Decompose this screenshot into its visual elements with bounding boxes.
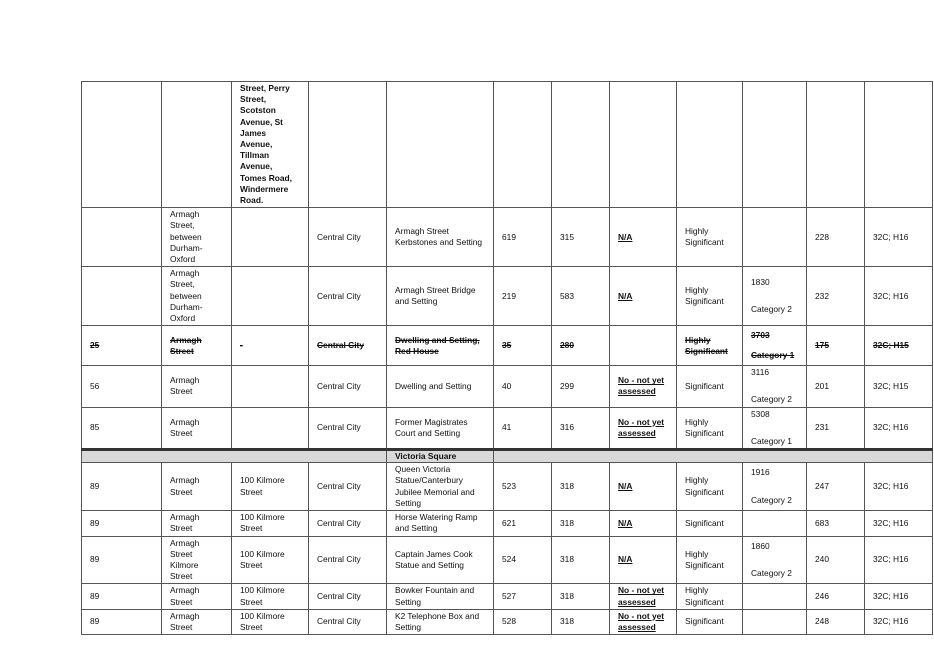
reference-cell: 316 [552,407,610,449]
site-id-cell: 56 [82,366,162,407]
map-number-cell: 175 [807,326,865,366]
area-cell: Central City [309,267,387,326]
street-cell: Armagh Street [162,366,232,407]
registration-category: Category 2 [751,567,792,578]
site-id-cell: 89 [82,511,162,536]
registration-cell [743,536,807,584]
registration-cell [743,366,807,407]
site-id-cell: 89 [82,584,162,609]
map-number-cell: 683 [807,511,865,536]
registration-number: 5308 [751,408,770,419]
assessment-status-text: No - not yet assessed [618,610,665,632]
significance-cell: Highly Significant [677,326,743,366]
site-id-cell: 25 [82,326,162,366]
address-cell: 100 Kilmore Street [232,536,309,584]
planning-map-cell: 32C; H16 [865,463,933,511]
significance-cell: Significant [677,366,743,407]
street-cell: Armagh Street [162,407,232,449]
table-row [82,366,933,407]
section-heading-fill [494,450,933,463]
address-cell: 100 Kilmore Street [232,609,309,634]
site-id-cell [82,267,162,326]
table-row [82,407,933,449]
registration-category: Category 2 [751,394,792,405]
planning-map-cell: 32C; H16 [865,609,933,634]
planning-map-cell: 32C; H15 [865,366,933,407]
item-number-cell [494,82,552,208]
registration-cell [743,208,807,267]
heritage-item-name-cell: Bowker Fountain and Setting [387,584,494,609]
heritage-item-name-cell: Horse Watering Ramp and Setting [387,511,494,536]
item-number-cell: 40 [494,366,552,407]
address-cell [232,366,309,407]
area-cell: Central City [309,511,387,536]
planning-map-cell: 32C; H16 [865,267,933,326]
assessment-status-text: N/A [618,290,633,301]
item-number-cell: 35 [494,326,552,366]
registration-number: 1830 [751,277,770,288]
registration-number: 3116 [751,367,770,378]
site-id-cell: 89 [82,463,162,511]
heritage-item-name-cell: Queen Victoria Statue/Canterbury Jubilee Memorial and Setting [387,463,494,511]
planning-map-cell: 32C; H16 [865,407,933,449]
item-number-cell: 219 [494,267,552,326]
assessment-status-text: N/A [618,517,633,528]
status-cell [610,463,677,511]
section-heading-row [82,450,933,463]
street-cell: Armagh Street, between Durham-Oxford [162,267,232,326]
area-cell: Central City [309,208,387,267]
significance-cell: Highly Significant [677,463,743,511]
registration-cell [743,407,807,449]
address-cell: 100 Kilmore Street [232,584,309,609]
table-row [82,609,933,634]
heritage-item-name-cell: Armagh Street Kerbstones and Setting [387,208,494,267]
site-id-cell [82,208,162,267]
area-cell: Central City [309,609,387,634]
assessment-status-text: No - not yet assessed [618,585,665,607]
assessment-status-text: N/A [618,231,633,242]
area-cell: Central City [309,463,387,511]
address-cell: - [232,326,309,366]
heritage-item-name-cell: Captain James Cook Statue and Setting [387,536,494,584]
reference-cell: 318 [552,511,610,536]
reference-cell: 315 [552,208,610,267]
status-cell [610,267,677,326]
status-cell [610,511,677,536]
reference-cell: 280 [552,326,610,366]
status-cell [610,208,677,267]
section-heading-label: Victoria Square [387,450,494,463]
significance-cell [677,82,743,208]
map-number-cell: 247 [807,463,865,511]
site-id-cell: 89 [82,536,162,584]
table-row [82,208,933,267]
map-number-cell: 228 [807,208,865,267]
site-id-cell: 85 [82,407,162,449]
map-number-cell [807,82,865,208]
planning-map-cell: 32C; H15 [865,326,933,366]
significance-cell: Significant [677,609,743,634]
registration-cell [743,463,807,511]
map-number-cell: 231 [807,407,865,449]
section-heading-spacer [82,450,387,463]
reference-cell: 318 [552,609,610,634]
registration-number: 1916 [751,467,770,478]
street-cell: Armagh Street, between Durham-Oxford [162,208,232,267]
assessment-status-text: N/A [618,554,633,565]
significance-cell: Highly Significant [677,267,743,326]
registration-category: Category 1 [751,435,792,446]
status-cell [610,407,677,449]
heritage-item-name-cell: Dwelling and Setting, Red House [387,326,494,366]
area-cell [309,82,387,208]
address-cell [232,267,309,326]
site-id-cell: 89 [82,609,162,634]
address-cell [232,407,309,449]
area-cell: Central City [309,407,387,449]
registration-cell [743,326,807,366]
registration-cell [743,267,807,326]
status-cell [610,366,677,407]
heritage-schedule-table [81,81,933,635]
table-row [82,267,933,326]
registration-cell [743,609,807,634]
area-cell: Central City [309,584,387,609]
reference-cell: 318 [552,584,610,609]
item-number-cell: 619 [494,208,552,267]
table-row [82,584,933,609]
area-cell: Central City [309,326,387,366]
item-number-cell: 528 [494,609,552,634]
site-id-cell [82,82,162,208]
table-row [82,511,933,536]
registration-number: 3703 [751,330,770,341]
reference-cell: 583 [552,267,610,326]
item-number-cell: 524 [494,536,552,584]
reference-cell [552,82,610,208]
registration-cell [743,584,807,609]
street-cell: Armagh Street [162,511,232,536]
street-cell: Armagh Street [162,609,232,634]
table-row [82,463,933,511]
significance-cell: Highly Significant [677,407,743,449]
map-number-cell: 240 [807,536,865,584]
heritage-item-name-cell: Armagh Street Bridge and Setting [387,267,494,326]
planning-map-cell: 32C; H16 [865,584,933,609]
status-cell [610,326,677,366]
table-row [82,536,933,584]
registration-cell [743,82,807,208]
area-cell: Central City [309,536,387,584]
reference-cell: 299 [552,366,610,407]
item-number-cell: 527 [494,584,552,609]
table-row [82,82,933,208]
heritage-item-name-cell: Former Magistrates Court and Setting [387,407,494,449]
registration-category: Category 2 [751,304,792,315]
item-number-cell: 621 [494,511,552,536]
address-cell: 100 Kilmore Street [232,463,309,511]
reference-cell: 318 [552,463,610,511]
status-cell [610,536,677,584]
status-cell [610,609,677,634]
assessment-status-text: N/A [618,481,633,492]
street-cell: Armagh Street Kilmore Street [162,536,232,584]
item-number-cell: 523 [494,463,552,511]
street-cell [162,82,232,208]
table-row [82,326,933,366]
planning-map-cell: 32C; H16 [865,208,933,267]
status-cell [610,82,677,208]
registration-number: 1860 [751,540,770,551]
street-cell: Armagh Street [162,326,232,366]
planning-map-cell: 32C; H16 [865,511,933,536]
street-cell: Armagh Street [162,463,232,511]
area-cell: Central City [309,366,387,407]
planning-map-cell: 32C; H16 [865,536,933,584]
registration-category: Category 1 [751,350,795,361]
assessment-status-text: No - not yet assessed [618,375,665,397]
address-cell [232,208,309,267]
map-number-cell: 246 [807,584,865,609]
street-cell: Armagh Street [162,584,232,609]
map-number-cell: 201 [807,366,865,407]
address-cell: Street, Perry Street, Scotston Avenue, St James Avenue, Tillman Avenue, Tomes Road, Windermere Road. [232,82,309,208]
planning-map-cell [865,82,933,208]
significance-cell: Highly Significant [677,536,743,584]
significance-cell: Highly Significant [677,584,743,609]
heritage-item-name-cell [387,82,494,208]
item-number-cell: 41 [494,407,552,449]
registration-category: Category 2 [751,494,792,505]
heritage-item-name-cell: Dwelling and Setting [387,366,494,407]
significance-cell: Highly Significant [677,208,743,267]
map-number-cell: 232 [807,267,865,326]
address-cell: 100 Kilmore Street [232,511,309,536]
assessment-status-text: No - not yet assessed [618,416,665,438]
registration-cell [743,511,807,536]
heritage-item-name-cell: K2 Telephone Box and Setting [387,609,494,634]
map-number-cell: 248 [807,609,865,634]
reference-cell: 318 [552,536,610,584]
significance-cell: Significant [677,511,743,536]
status-cell [610,584,677,609]
